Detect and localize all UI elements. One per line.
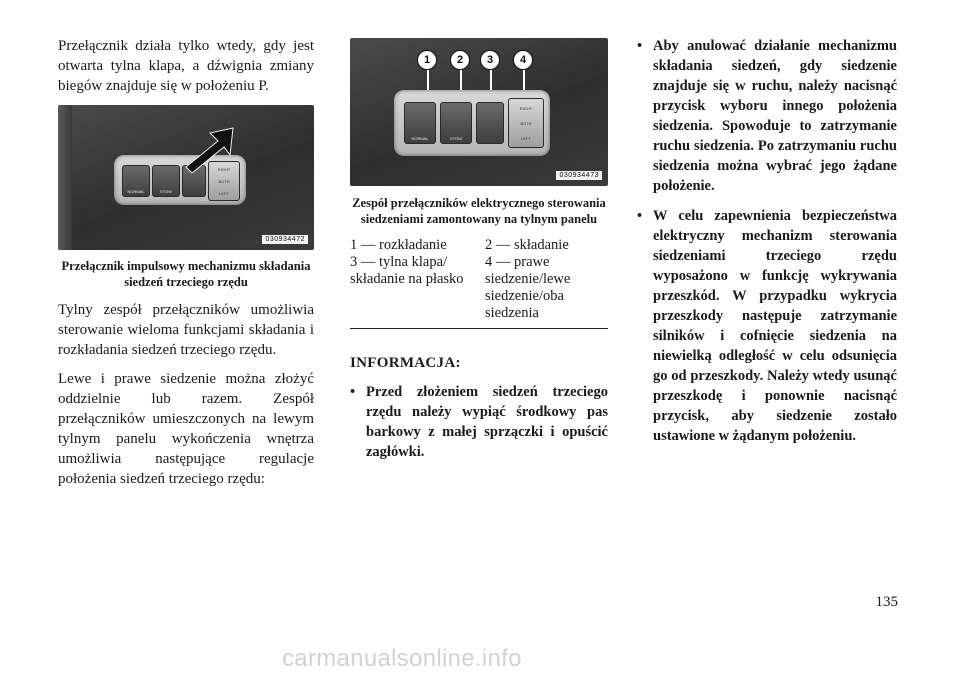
switch-label-both: BOTH bbox=[218, 179, 230, 184]
column-middle bbox=[350, 36, 608, 472]
figure-code: 030934473 bbox=[556, 171, 602, 180]
stow-switch bbox=[152, 165, 180, 197]
seat-switch bbox=[476, 102, 504, 144]
legend-item-1: 1 — rozkładanie bbox=[350, 237, 447, 253]
figure-power-seat-switch-photo bbox=[350, 38, 608, 186]
note-heading: INFORMACJA: bbox=[350, 355, 461, 371]
bullet-obstacle-detection bbox=[637, 206, 897, 446]
figure-legend bbox=[350, 237, 608, 329]
figure-code: 030934472 bbox=[262, 235, 308, 244]
switch-label-stow: STOW bbox=[160, 189, 172, 194]
selector-switch bbox=[508, 98, 544, 148]
trim-edge bbox=[58, 105, 72, 250]
paragraph-seat-adjustments: Lewe i prawe siedzenie można złożyć oddzielnie lub razem. Zespół przełączników umieszczonych na lewym tylnym panelu wykończenia wnętrza umożliwia następujące regulacje położenia siedzeń trzeciego rzędu: bbox=[58, 371, 314, 487]
watermark: carmanualsonline.info bbox=[282, 645, 522, 672]
switch-label-stow: STOW bbox=[450, 136, 462, 141]
switch-label-right: RIGHT bbox=[519, 106, 533, 111]
stow-switch bbox=[440, 102, 472, 144]
bullet-glyph: • bbox=[637, 38, 643, 54]
switch-label-both: BOTH bbox=[520, 121, 532, 126]
bullet-glyph: • bbox=[350, 384, 356, 400]
switch-label-right: RIGHT bbox=[217, 167, 231, 172]
normal-switch bbox=[404, 102, 436, 144]
page-number: 135 bbox=[875, 594, 898, 610]
callout-3: 3 bbox=[480, 50, 500, 70]
callout-4: 4 bbox=[513, 50, 533, 70]
normal-switch bbox=[122, 165, 150, 197]
callout-1: 1 bbox=[417, 50, 437, 70]
column-left bbox=[58, 36, 314, 498]
intro-paragraph: Przełącznik działa tylko wtedy, gdy jest otwarta tylna klapa, a dźwignia zmiany biegów znajduje się w położeniu P. bbox=[58, 38, 314, 94]
figure-stow-switch-photo bbox=[58, 105, 314, 250]
switch-label-normal: NORMAL bbox=[127, 189, 145, 194]
callout-2: 2 bbox=[450, 50, 470, 70]
switch-label-normal: NORMAL bbox=[411, 136, 429, 141]
paragraph-rear-switch: Tylny zespół przełączników umożliwia sterowanie wieloma funkcjami składania i rozkładania siedzeń trzeciego rzędu. bbox=[58, 302, 314, 358]
figure-caption: Przełącznik impulsowy mechanizmu składania siedzeń trzeciego rzędu bbox=[61, 259, 311, 289]
bullet-glyph: • bbox=[637, 208, 643, 224]
switch-label-left: LEFT bbox=[219, 191, 229, 196]
figure-caption: Zespół przełączników elektrycznego sterowania siedzeniami zamontowany na tylnym panelu bbox=[352, 196, 606, 226]
switch-label-left: LEFT bbox=[521, 136, 531, 141]
note-bullet-text: Przed złożeniem siedzeń trzeciego rzędu należy wypiąć środkowy pas barkowy z małej sprzączki i opuścić zagłówki. bbox=[366, 384, 608, 460]
bullet-cancel-folding bbox=[637, 36, 897, 196]
legend-item-4: 4 — prawe siedzenie/lewe siedzenie/oba siedzenia bbox=[485, 254, 571, 321]
switch-panel bbox=[394, 90, 550, 156]
column-right bbox=[637, 36, 897, 456]
note-bullet bbox=[350, 382, 608, 462]
pointer-arrow-icon bbox=[178, 123, 238, 173]
legend-item-3: 3 — tylna klapa/ składanie na płasko bbox=[350, 254, 464, 287]
bullet-obstacle-detection-text: W celu zapewnienia bezpieczeństwa elektryczny mechanizm sterowania siedzeniami trzeciego rzędu wyposażono w funkcję wykrywania przeszkód. W przypadku wykrycia przeszkody następuje zatrzymanie silników i cofnięcie siedzenia na niewielką odległość w celu odsunięcia go od przeszkody. Należy wtedy usunąć przeszkodę i ponownie nacisnąć przycisk, aby siedzenie zostało ustawione w żądanym położeniu. bbox=[653, 208, 897, 444]
legend-item-2: 2 — składanie bbox=[485, 237, 569, 253]
bullet-cancel-folding-text: Aby anulować działanie mechanizmu składania siedzeń, gdy siedzenie znajduje się w ruchu, należy nacisnąć przycisk wyboru innego położenia siedzenia. Spowoduje to zatrzymanie ruchu siedzenia. Po zatrzymaniu ruchu siedzenia można wybrać jego żądane położenie. bbox=[653, 38, 897, 194]
